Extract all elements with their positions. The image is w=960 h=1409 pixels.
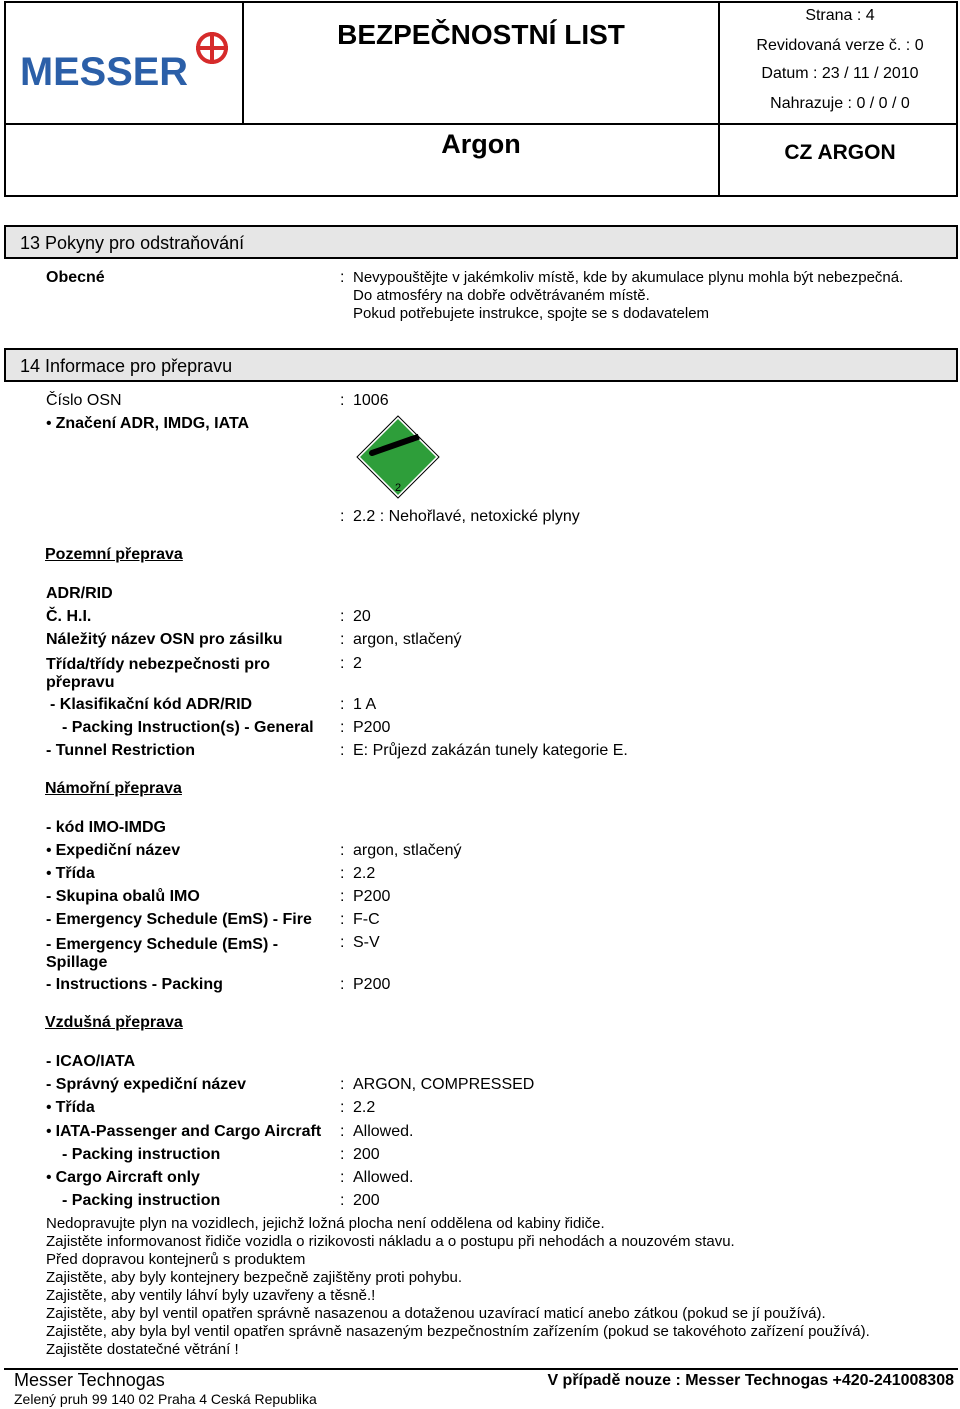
passenger-packing-value: 200 (353, 1146, 380, 1163)
sea-packing-value: P200 (353, 976, 391, 993)
sea-shipping-name-label: • Expediční název (46, 842, 180, 860)
colon: : (340, 1076, 345, 1093)
transport-note: Nedopravujte plyn na vozidlech, jejichž ložná plocha není oddělena od kabiny řidiče. (46, 1215, 605, 1232)
disposal-line: Pokud potřebujete instrukce, spojte se s dodavatelem (353, 305, 710, 322)
air-shipping-name-value: ARGON, COMPRESSED (353, 1076, 535, 1093)
classification-code-label: - Klasifikační kód ADR/RID (50, 696, 253, 713)
colon: : (340, 888, 345, 905)
revision-date: Datum : 23 / 11 / 2010 (761, 65, 919, 82)
messer-logo (20, 31, 230, 91)
cargo-packing-value: 200 (353, 1192, 380, 1209)
ems-fire-label: - Emergency Schedule (EmS) - Fire (46, 911, 312, 928)
colon: : (340, 719, 345, 736)
hazard-diamond-icon (356, 415, 440, 499)
marking-label: • Značení ADR, IMDG, IATA (46, 415, 249, 433)
colon: : (340, 269, 345, 286)
product-name: Argon (441, 129, 521, 159)
marking-value: 2.2 : Nehořlavé, netoxické plyny (353, 508, 580, 525)
colon: : (340, 1146, 345, 1163)
shipping-name-value: argon, stlačený (353, 631, 462, 648)
colon: : (340, 1123, 345, 1140)
sea-transport-title: Námořní přeprava (45, 780, 182, 797)
section-14-header (4, 348, 958, 382)
un-number-value: 1006 (353, 392, 389, 409)
hazard-class-value: 2 (353, 655, 362, 672)
colon: : (340, 742, 345, 759)
passenger-cargo-label: • IATA-Passenger and Cargo Aircraft (46, 1123, 321, 1141)
adr-rid-label: ADR/RID (46, 585, 113, 602)
colon: : (340, 392, 345, 409)
section-title: 14 Informace pro přepravu (20, 356, 233, 376)
document-title: BEZPEČNOSTNÍ LIST (337, 19, 625, 50)
transport-note: Zajistěte, aby byla byl ventil opatřen správně nasazeným bezpečnostním zařízením (pokud se takovéhoto zařízení používá). (46, 1323, 870, 1340)
sea-class-label: • Třída (46, 865, 95, 883)
shipping-name-label: Náležitý název OSN pro zásilku (46, 631, 283, 648)
ems-fire-value: F-C (353, 911, 380, 928)
cargo-only-label: • Cargo Aircraft only (46, 1169, 200, 1187)
transport-note: Zajistěte informovanost řidiče vozidla o rizikovosti nákladu a o postupu při nehodách a nouzovém stavu. (46, 1233, 735, 1250)
un-number-label: Číslo OSN (46, 392, 122, 409)
disposal-line: Nevypouštějte v jakémkoliv místě, kde by akumulace plynu mohla být nebezpečná. (353, 269, 904, 286)
imdg-label: - kód IMO-IMDG (46, 819, 166, 836)
section-13-header (4, 225, 958, 259)
ems-spillage-label: - Emergency Schedule (EmS) - Spillage (46, 936, 279, 971)
footer-address: Zelený pruh 99 140 02 Praha 4 Ceská Republika (14, 1391, 317, 1407)
air-class-value: 2.2 (353, 1099, 376, 1116)
brand-name: MESSER (20, 50, 189, 91)
colon: : (340, 976, 345, 993)
packing-instruction-label: - Packing Instruction(s) - General (62, 719, 314, 736)
transport-note: Zajistěte, aby byly kontejnery bezpečně zajištěny proti pohybu. (46, 1269, 463, 1286)
transport-note: Zajistěte, aby ventily láhví byly uzavřeny a těsně.! (46, 1287, 376, 1304)
classification-code-value: 1 A (353, 696, 377, 713)
passenger-packing-label: - Packing instruction (62, 1146, 221, 1163)
ems-spillage-value: S-V (353, 934, 380, 951)
imo-packing-group-value: P200 (353, 888, 391, 905)
colon: : (340, 934, 345, 951)
colon: : (340, 1169, 345, 1186)
product-code: CZ ARGON (784, 141, 896, 164)
air-class-label: • Třída (46, 1099, 95, 1117)
sea-packing-label: - Instructions - Packing (46, 976, 223, 993)
hin-label: Č. H.I. (46, 608, 92, 625)
revision: Revidovaná verze č. : 0 (756, 37, 924, 54)
sea-class-value: 2.2 (353, 865, 376, 882)
cargo-packing-label: - Packing instruction (62, 1192, 221, 1209)
icao-iata-label: - ICAO/IATA (46, 1053, 136, 1070)
footer-emergency: V případě nouze : Messer Technogas +420-241008308 (547, 1372, 954, 1389)
replaces: Nahrazuje : 0 / 0 / 0 (770, 95, 910, 112)
colon: : (340, 608, 345, 625)
colon: : (340, 696, 345, 713)
header-divider (6, 123, 956, 125)
colon: : (340, 1192, 345, 1209)
colon: : (340, 1099, 345, 1116)
transport-note: Zajistěte dostatečné větrání ! (46, 1341, 239, 1358)
hin-value: 20 (353, 608, 371, 625)
diamond-class-number: 2 (394, 482, 402, 494)
transport-note: Zajistěte, aby byl ventil opatřen správně nasazenou a dotaženou uzavírací maticí anebo zátkou (pokud se jí používá). (46, 1305, 826, 1322)
cargo-only-value: Allowed. (353, 1169, 414, 1186)
colon: : (340, 655, 345, 672)
packing-instruction-value: P200 (353, 719, 391, 736)
colon: : (340, 508, 345, 525)
colon: : (340, 631, 345, 648)
disposal-line: Do atmosféry na dobře odvětrávaném místě. (353, 287, 650, 304)
tunnel-restriction-label: - Tunnel Restriction (46, 742, 196, 759)
colon: : (340, 911, 345, 928)
passenger-cargo-value: Allowed. (353, 1123, 414, 1140)
footer-company: Messer Technogas (14, 1370, 165, 1390)
colon: : (340, 865, 345, 882)
tunnel-restriction-value: E: Průjezd zakázán tunely kategorie E. (353, 742, 628, 759)
document-header (4, 1, 958, 197)
section-title: 13 Pokyny pro odstraňování (20, 233, 245, 253)
land-transport-title: Pozemní přeprava (45, 546, 183, 563)
hazard-class-label: Třída/třídy nebezpečnosti pro přepravu (46, 656, 271, 691)
air-transport-title: Vzdušná přeprava (45, 1014, 183, 1031)
transport-note: Před dopravou kontejnerů s produktem (46, 1251, 306, 1268)
page-number: Strana : 4 (805, 7, 875, 24)
imo-packing-group-label: - Skupina obalů IMO (46, 888, 200, 905)
sea-shipping-name-value: argon, stlačený (353, 842, 462, 859)
air-shipping-name-label: - Správný expediční název (46, 1076, 247, 1093)
general-label: Obecné (46, 269, 105, 286)
colon: : (340, 842, 345, 859)
